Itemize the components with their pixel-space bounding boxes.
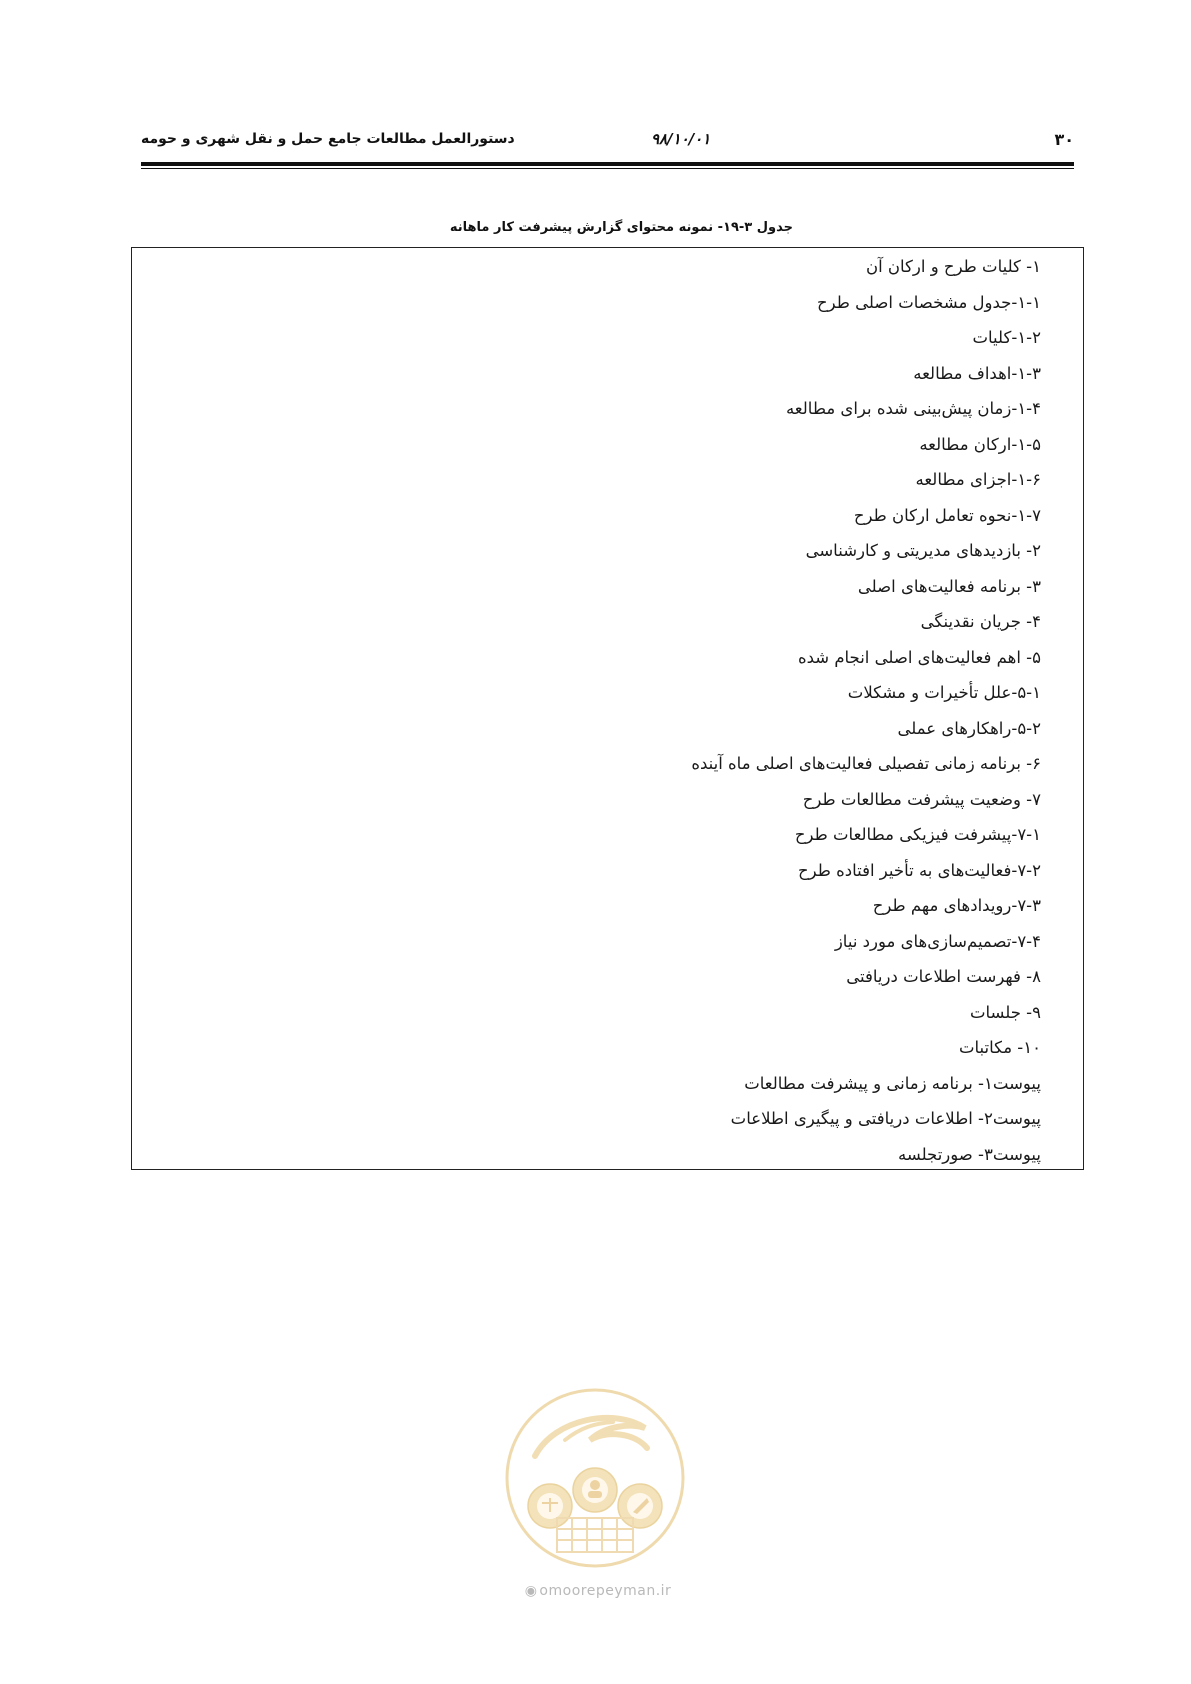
table-row: ۷-۳-رویدادهای مهم طرح bbox=[872, 896, 1041, 915]
table-row: پیوست۲- اطلاعات دریافتی و پیگیری اطلاعات bbox=[730, 1109, 1041, 1128]
table-row: پیوست۱- برنامه زمانی و پیشرفت مطالعات bbox=[744, 1073, 1041, 1093]
watermark-url-text: omoorepeyman.ir bbox=[539, 1583, 672, 1599]
table-row: ۷- وضعیت پیشرفت مطالعات طرح bbox=[802, 789, 1041, 809]
table-row: ۱- کلیات طرح و ارکان آن bbox=[865, 257, 1041, 276]
watermark-logo bbox=[495, 1378, 695, 1578]
table-row: ۱-۵-ارکان مطالعه bbox=[919, 434, 1041, 454]
table-row: ۱-۳-اهداف مطالعه bbox=[913, 363, 1041, 383]
table-row: ۴- جریان نقدینگی bbox=[920, 612, 1041, 631]
table-row: ۷-۱-پیشرفت فیزیکی مطالعات طرح bbox=[794, 825, 1041, 844]
document-date: ۹۸/۱۰/۰۱ bbox=[651, 130, 711, 148]
progress-report-table bbox=[131, 247, 1084, 1170]
document-title: دستورالعمل مطالعات جامع حمل و نقل شهری و حومه bbox=[141, 131, 515, 147]
instagram-at-icon: ◉ bbox=[524, 1583, 538, 1599]
table-item-list bbox=[181, 249, 1041, 1172]
watermark-url bbox=[508, 1583, 688, 1599]
table-row: ۵-۲-راهکارهای عملی bbox=[897, 718, 1041, 738]
table-row: ۳- برنامه فعالیت‌های اصلی bbox=[857, 576, 1041, 596]
table-row: ۱-۲-کلیات bbox=[972, 328, 1041, 347]
header-rule-thin bbox=[141, 168, 1074, 169]
table-row: ۱۰- مکاتبات bbox=[958, 1038, 1041, 1057]
header-rule bbox=[141, 162, 1074, 166]
table-row: ۱-۴-زمان پیش‌بینی شده برای مطالعه bbox=[785, 399, 1041, 418]
table-row: ۵-۱-علل تأخیرات و مشکلات bbox=[847, 683, 1041, 702]
table-row: ۶- برنامه زمانی تفصیلی فعالیت‌های اصلی ماه آینده bbox=[691, 754, 1041, 773]
table-row: ۵- اهم فعالیت‌های اصلی انجام شده bbox=[797, 647, 1041, 667]
table-row: ۷-۲-فعالیت‌های به تأخیر افتاده طرح bbox=[797, 860, 1041, 880]
table-row: ۱-۱-جدول مشخصات اصلی طرح bbox=[817, 292, 1041, 312]
table-row: ۲- بازدیدهای مدیریتی و کارشناسی bbox=[805, 541, 1041, 560]
page-header bbox=[141, 128, 1074, 154]
table-row: ۱-۶-اجزای مطالعه bbox=[915, 470, 1041, 489]
page-number: ۳۰ bbox=[1054, 130, 1074, 149]
table-row: پیوست۳- صورتجلسه bbox=[898, 1144, 1041, 1164]
table-row: ۱-۷-نحوه تعامل ارکان طرح bbox=[853, 505, 1041, 525]
table-row: ۹- جلسات bbox=[969, 1002, 1041, 1022]
table-row: ۸- فهرست اطلاعات دریافتی bbox=[846, 967, 1041, 986]
table-caption: جدول ۳-۱۹- نمونه محتوای گزارش پیشرفت کار ماهانه bbox=[449, 220, 793, 235]
table-row: ۷-۴-تصمیم‌سازی‌های مورد نیاز bbox=[834, 931, 1041, 951]
